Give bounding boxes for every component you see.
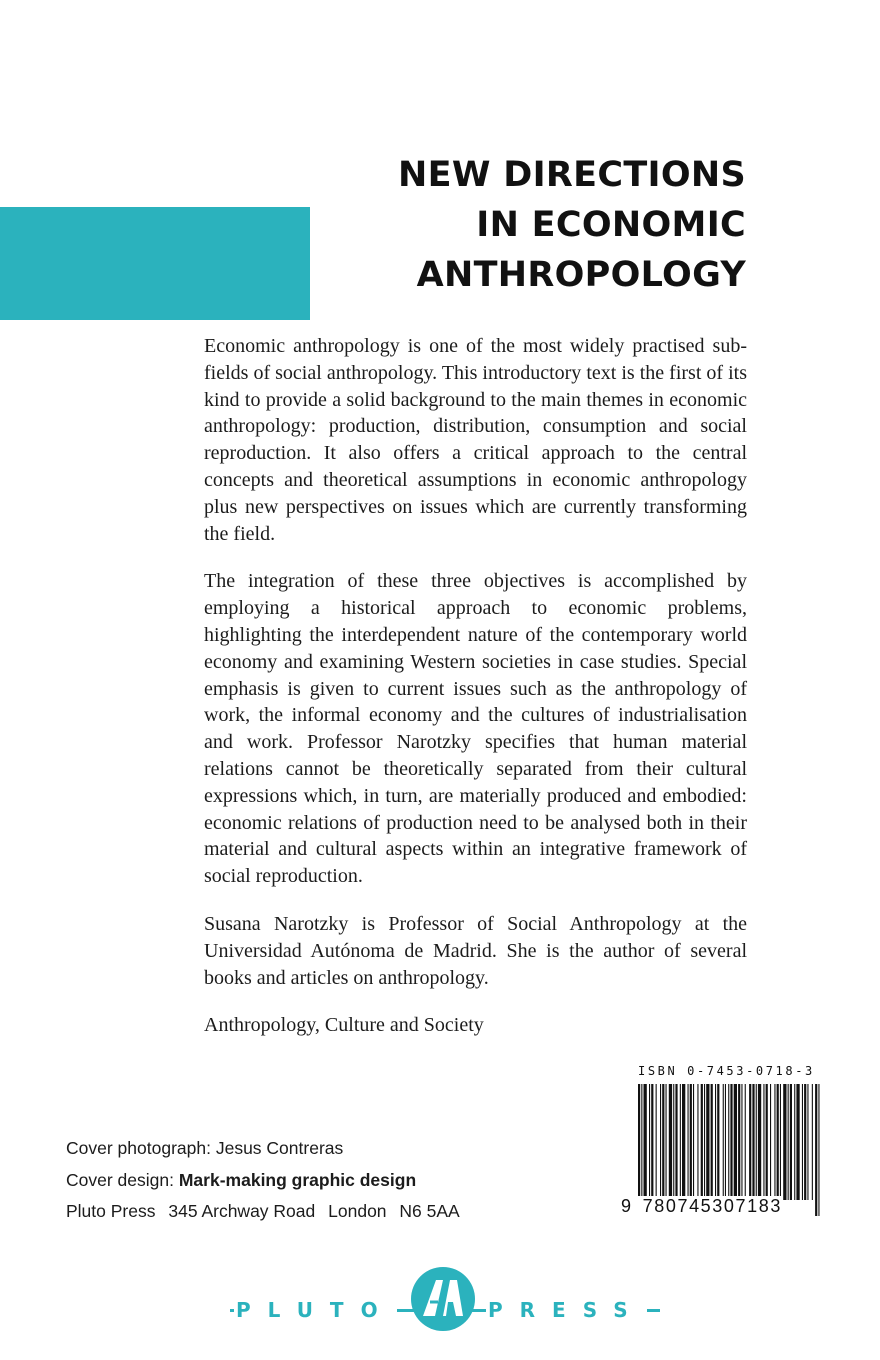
barcode-bar [693, 1084, 694, 1200]
isbn-label: ISBN 0-7453-0718-3 [638, 1064, 815, 1078]
logo-word-press: PRESS [488, 1298, 645, 1322]
barcode-bar [783, 1084, 786, 1200]
blurb-paragraph-2: The integration of these three objectives is accomplished by employing a historical approach to economic problems, highlighting the interdependent nature of the contemporary world economy and examining Western societies in case studies. Special emphasis is given to current issues such as the anthropology of work, the informal economy and the cultures of industrialisation and work. Professor Narotzky specifies that human material relations cannot be theoretically separated from their cultural expressions which, in turn, are materially produced and embodied: economic relations of production need to be analysed both in their material and cultural aspects within an integrative framework of social reproduction. [204, 570, 747, 888]
barcode-bar [790, 1084, 792, 1200]
barcode-bar [706, 1084, 709, 1200]
barcode-bar [697, 1084, 698, 1200]
barcode-bar [688, 1084, 689, 1200]
title-line-1: NEW DIRECTIONS [398, 155, 746, 195]
barcode-bar [723, 1084, 724, 1200]
barcode-bar [660, 1084, 661, 1200]
publisher-name: Pluto Press [66, 1201, 156, 1221]
barcode-bar [788, 1084, 789, 1200]
barcode-bar [669, 1084, 672, 1200]
barcode-bar [666, 1084, 667, 1200]
barcode-first-digit: 9 [621, 1196, 633, 1216]
address-city: London [328, 1201, 387, 1221]
barcode-bar [749, 1084, 751, 1200]
barcode-bar [690, 1084, 692, 1200]
barcode-bar [766, 1084, 768, 1200]
address-postcode: N6 5AA [399, 1201, 460, 1221]
barcode-bar [770, 1084, 771, 1200]
barcode-bar [675, 1084, 677, 1200]
barcode-bar [745, 1084, 746, 1200]
barcode-bar [758, 1084, 761, 1200]
barcode-bar [818, 1084, 819, 1216]
teal-accent-bar [0, 207, 310, 320]
barcode-bar [682, 1084, 685, 1200]
barcode-bar [807, 1084, 808, 1200]
barcode-bar [741, 1084, 742, 1200]
design-credit-label: Cover design: [66, 1169, 174, 1190]
barcode-bar [794, 1084, 795, 1200]
barcode-bar [774, 1084, 775, 1200]
barcode-bar [752, 1084, 754, 1200]
series-name: Anthropology, Culture and Society [204, 1014, 484, 1037]
barcode-digits: 780745307183 [642, 1196, 782, 1216]
logo-word-pluto: PLUTO [236, 1298, 395, 1322]
barcode-bar [802, 1084, 803, 1200]
title-line-3: ANTHROPOLOGY [416, 255, 746, 295]
barcode-bar [796, 1084, 799, 1200]
barcode-bar [715, 1084, 716, 1200]
barcode-bar [804, 1084, 806, 1200]
book-title [398, 150, 746, 300]
photo-credit [66, 1133, 460, 1165]
barcode-bar [777, 1084, 779, 1200]
design-credit [66, 1165, 460, 1197]
barcode-bar [780, 1084, 781, 1200]
barcode-number [620, 1196, 783, 1217]
author-bio: Susana Narotzky is Professor of Social Anthropology at the Universidad Autónoma de Madrid. She is the author of several books and articles on anthropology. [204, 912, 747, 989]
cover-credits [66, 1133, 460, 1228]
barcode-bar [812, 1084, 813, 1200]
address-street: 345 Archway Road [168, 1201, 316, 1221]
barcode-bar [662, 1084, 664, 1200]
publisher-address [66, 1196, 460, 1228]
barcode-bar [656, 1084, 657, 1200]
barcode-bar [704, 1084, 705, 1200]
blurb [204, 333, 747, 1060]
barcode-bar [763, 1084, 764, 1200]
design-credit-name: Mark-making graphic design [178, 1169, 417, 1190]
barcode-bar [680, 1084, 681, 1200]
barcode-bar [701, 1084, 703, 1200]
photo-credit-label: Cover photograph: [66, 1138, 211, 1158]
barcode-bar [673, 1084, 674, 1200]
blurb-paragraph-1: Economic anthropology is one of the most widely practised sub-fields of social anthropology. This introductory text is the first of its kind to provide a solid background to the main themes in economic anthropology: production, distribution, consumption and social reproduction. It also offers a critical approach to the central concepts and theoretical assumptions in economic anthropology plus new perspectives on issues which are currently transforming the field. [204, 335, 747, 545]
barcode-bar [651, 1084, 653, 1200]
barcode-bar [649, 1084, 650, 1200]
barcode-bar [815, 1084, 817, 1216]
barcode-bar [756, 1084, 757, 1200]
barcode-bar [738, 1084, 740, 1200]
pluto-press-monogram-icon [410, 1266, 476, 1332]
barcode-bar [717, 1084, 719, 1200]
barcode-bar [734, 1084, 737, 1200]
title-line-2: IN ECONOMIC [476, 205, 746, 245]
photo-credit-name: Jesus Contreras [215, 1138, 344, 1158]
barcode-bar [711, 1084, 713, 1200]
